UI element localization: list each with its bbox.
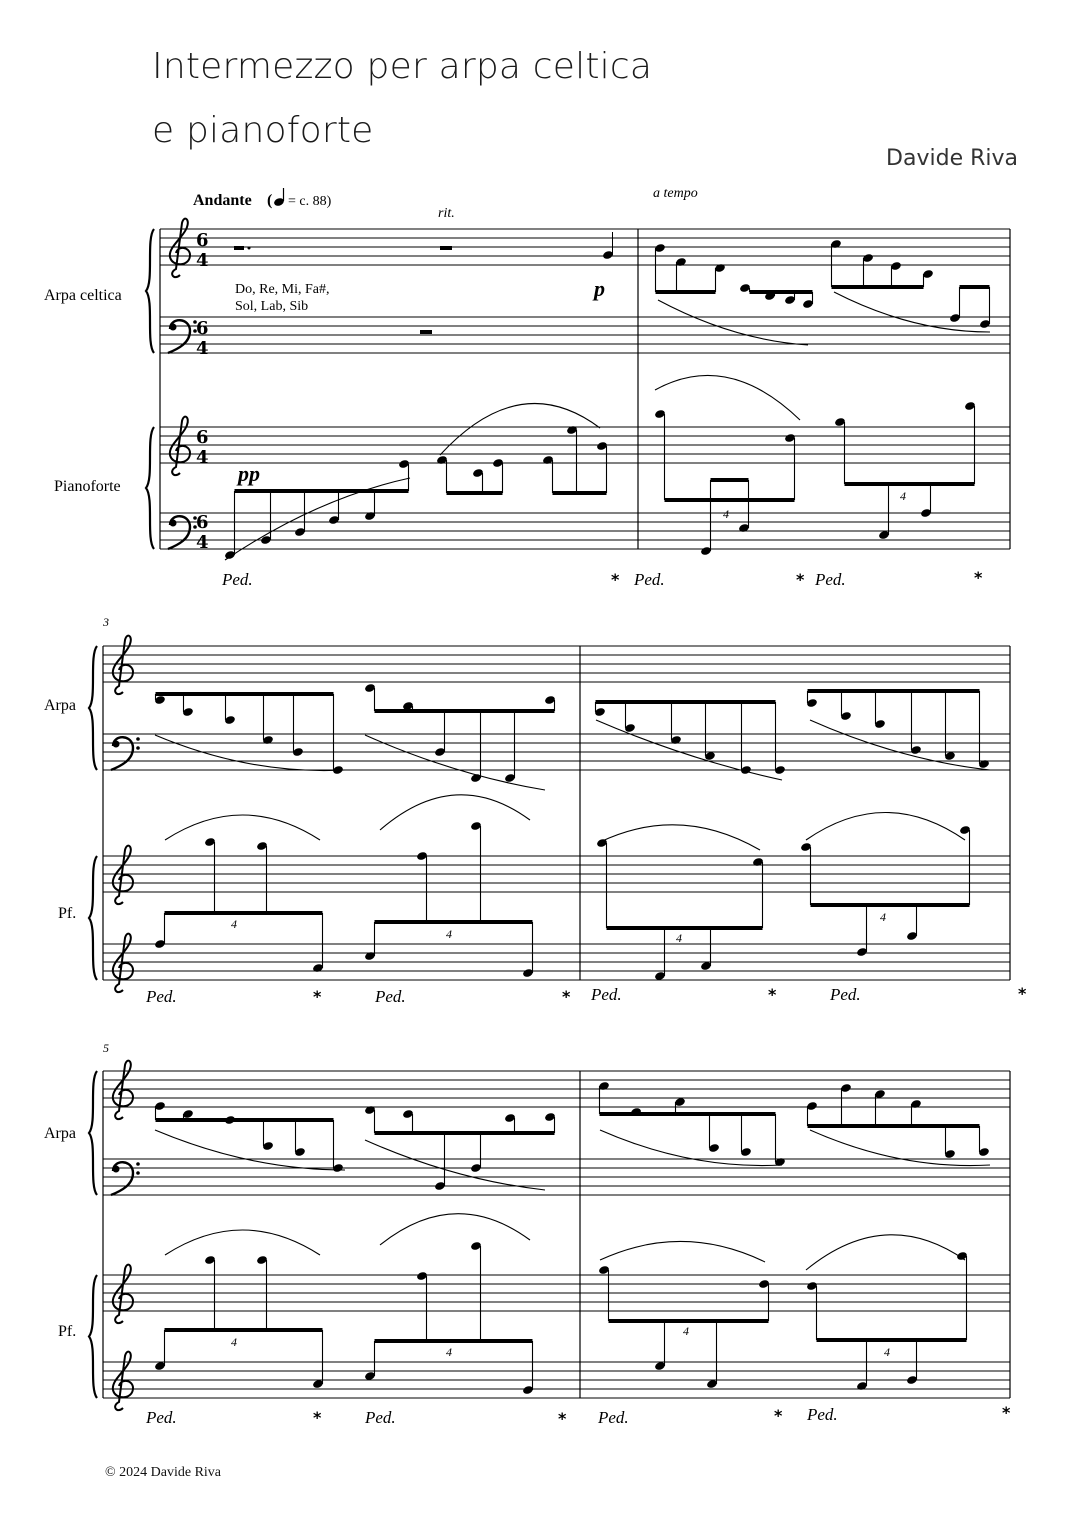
slur bbox=[810, 1130, 990, 1166]
pedal-up: * bbox=[558, 1409, 567, 1428]
slur bbox=[155, 1130, 345, 1170]
pedal-up: * bbox=[796, 570, 805, 589]
treble-clef-icon bbox=[113, 1352, 133, 1411]
tuplet-number: 4 bbox=[676, 931, 682, 945]
pedal-up: * bbox=[562, 987, 571, 1006]
pedal-down: Ped. bbox=[591, 985, 622, 1004]
slur bbox=[600, 1241, 765, 1262]
measure-number-5: 5 bbox=[103, 1041, 109, 1055]
pedal-up: * bbox=[313, 1408, 322, 1427]
slur bbox=[600, 825, 760, 850]
slur bbox=[165, 815, 320, 840]
brace bbox=[146, 427, 154, 549]
treble-clef-icon bbox=[113, 934, 133, 993]
slur bbox=[806, 813, 965, 841]
title-line-1: Intermezzo per arpa celtica bbox=[152, 46, 653, 87]
harp-tuning-line-2: Sol, Lab, Sib bbox=[235, 299, 309, 314]
time-sig-top: 6 bbox=[196, 318, 209, 339]
pedal-down: Ped. bbox=[815, 570, 846, 589]
copyright: © 2024 Davide Riva bbox=[105, 1465, 222, 1480]
whole-rest bbox=[420, 330, 432, 334]
pedal-up: * bbox=[611, 570, 620, 589]
brace bbox=[89, 856, 97, 980]
pedal-down: Ped. bbox=[222, 570, 253, 589]
measure-number-3: 3 bbox=[103, 615, 109, 629]
tempo-label: Andante bbox=[193, 192, 252, 209]
treble-clef-icon bbox=[113, 636, 133, 695]
pedal-down: Ped. bbox=[807, 1405, 838, 1424]
brace bbox=[89, 1275, 97, 1398]
instrument-name-piano: Pianoforte bbox=[54, 478, 121, 495]
tempo-paren: ( bbox=[267, 192, 273, 209]
treble-clef-icon bbox=[113, 846, 133, 905]
tuplet-number: 4 bbox=[683, 1324, 689, 1338]
time-sig-top: 6 bbox=[196, 230, 209, 251]
slur bbox=[155, 735, 345, 771]
rit-marking: rit. bbox=[438, 206, 455, 221]
a-tempo-marking: a tempo bbox=[653, 186, 698, 201]
pedal-up: * bbox=[768, 985, 777, 1004]
time-sig-bottom: 4 bbox=[196, 447, 209, 468]
metronome-value: = c. 88) bbox=[288, 194, 332, 209]
notation bbox=[89, 219, 991, 1411]
treble-clef-icon bbox=[113, 1061, 133, 1120]
slur bbox=[600, 1130, 782, 1166]
time-sig-bottom: 4 bbox=[196, 250, 209, 271]
slur bbox=[380, 795, 530, 830]
time-sig-bottom: 4 bbox=[196, 532, 209, 553]
tuplet-number: 4 bbox=[723, 507, 729, 521]
pedal-down: Ped. bbox=[634, 570, 665, 589]
pedal-down: Ped. bbox=[375, 987, 406, 1006]
pedal-up: * bbox=[974, 568, 983, 587]
slur bbox=[165, 1230, 320, 1255]
pedal-up: * bbox=[1018, 984, 1027, 1003]
time-sig-bottom: 4 bbox=[196, 338, 209, 359]
slur bbox=[380, 1214, 530, 1245]
time-sig-top: 6 bbox=[196, 427, 209, 448]
dynamic-pp: pp bbox=[238, 461, 260, 486]
pedal-down: Ped. bbox=[146, 987, 177, 1006]
half-rest bbox=[234, 246, 244, 250]
tuplet-number: 4 bbox=[880, 910, 886, 924]
brace bbox=[146, 229, 154, 353]
title-line-2: e pianoforte bbox=[152, 110, 374, 151]
slur bbox=[655, 375, 800, 420]
tuplet-number: 4 bbox=[446, 1345, 452, 1359]
brace bbox=[89, 646, 97, 770]
pedal-down: Ped. bbox=[830, 985, 861, 1004]
slur bbox=[596, 720, 782, 780]
pedal-down: Ped. bbox=[365, 1408, 396, 1427]
pedal-up: * bbox=[774, 1406, 783, 1425]
composer: Davide Riva bbox=[886, 146, 1018, 171]
slur bbox=[365, 1140, 545, 1190]
instrument-name-piano-short-3: Pf. bbox=[58, 1323, 77, 1340]
tuplet-number: 4 bbox=[900, 489, 906, 503]
treble-clef-icon bbox=[170, 417, 190, 476]
pedal-up: * bbox=[313, 987, 322, 1006]
pedal-up: * bbox=[1002, 1403, 1011, 1422]
instrument-name-piano-short-2: Pf. bbox=[58, 905, 77, 922]
tuplet-number: 4 bbox=[231, 917, 237, 931]
slur bbox=[810, 720, 990, 770]
slur bbox=[806, 1235, 965, 1270]
time-sig-top: 6 bbox=[196, 512, 209, 533]
harp-tuning-line-1: Do, Re, Mi, Fa#, bbox=[235, 282, 330, 297]
treble-clef-icon bbox=[113, 1265, 133, 1324]
instrument-name-harp-short-3: Arpa bbox=[44, 1125, 76, 1142]
brace bbox=[89, 1071, 97, 1195]
tuplet-number: 4 bbox=[231, 1335, 237, 1349]
pedal-down: Ped. bbox=[146, 1408, 177, 1427]
half-rest bbox=[440, 246, 452, 250]
pedal-down: Ped. bbox=[598, 1408, 629, 1427]
treble-clef-icon bbox=[170, 219, 190, 278]
instrument-name-harp-short-2: Arpa bbox=[44, 697, 76, 714]
dynamic-p: p bbox=[594, 276, 605, 301]
instrument-name-harp: Arpa celtica bbox=[44, 287, 122, 304]
tuplet-number: 4 bbox=[446, 927, 452, 941]
slur bbox=[658, 300, 808, 345]
tuplet-number: 4 bbox=[884, 1345, 890, 1359]
